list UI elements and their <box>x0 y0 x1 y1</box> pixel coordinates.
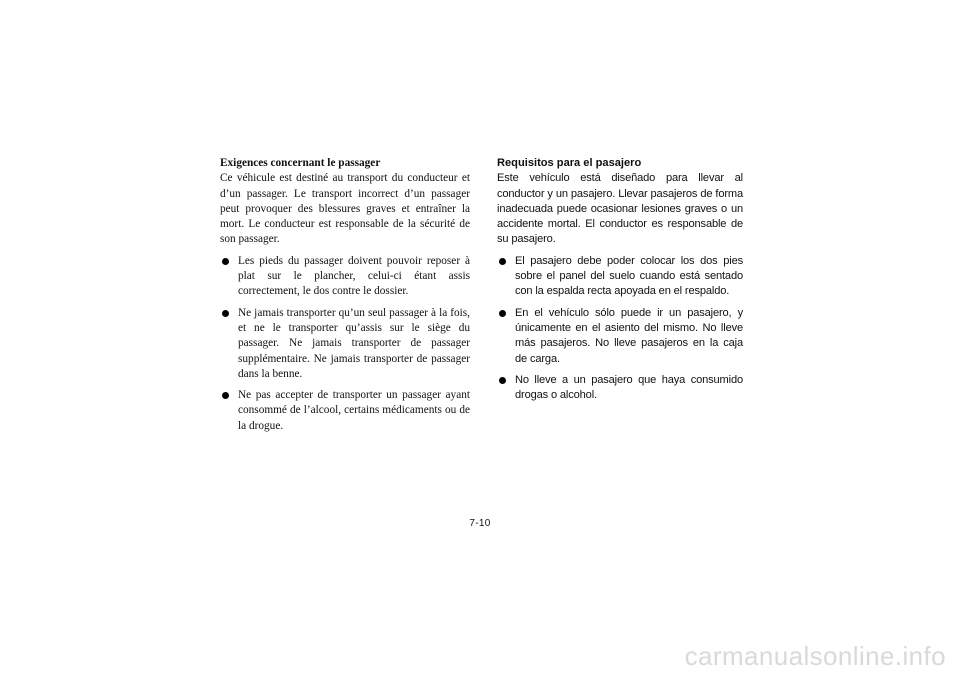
french-bullet-list <box>220 254 470 434</box>
list-item <box>220 254 470 300</box>
french-heading: Exigences concernant le passager <box>220 157 381 169</box>
bullet-icon <box>499 310 506 317</box>
bullet-text: Les pieds du passager doivent pouvoir reposer à plat sur le plancher, celui-ci étant assis correctement, le dos contre le dossier. <box>238 254 470 298</box>
bullet-icon <box>499 377 506 384</box>
list-item <box>497 373 743 404</box>
bullet-icon <box>499 258 506 265</box>
bullet-text: Ne pas accepter de transporter un passager ayant consommé de l’alcool, certains médicaments ou de la drogue. <box>238 389 470 432</box>
spanish-column <box>497 156 743 403</box>
list-item <box>220 388 470 434</box>
bullet-icon <box>222 392 229 399</box>
bullet-text: El pasajero debe poder colocar los dos pies sobre el panel del suelo cuando está sentado con la espalda recta apoyada en el respaldo. <box>515 254 743 298</box>
french-paragraph: Ce véhicule est destiné au transport du conducteur et d’un passager. Le transport incorrect d’un passager peut provoquer des blessures graves et entraîner la mort. Le conducteur est responsable de la sécurité de son passager. <box>220 172 470 246</box>
list-item <box>497 306 743 367</box>
bullet-text: En el vehículo sólo puede ir un pasajero, y únicamente en el asiento del mismo. No lleve más pasajeros. No lleve pasajeros en la caja de carga. <box>515 306 743 365</box>
list-item <box>220 306 470 382</box>
bullet-icon <box>222 310 229 317</box>
french-column <box>220 156 470 434</box>
page-number: 7-10 <box>469 518 491 529</box>
bullet-text: No lleve a un pasajero que haya consumido drogas o alcohol. <box>515 373 743 402</box>
bullet-text: Ne jamais transporter qu’un seul passager à la fois, et ne le transporter qu’assis sur le siège du passager. Ne jamais transporter de passager supplémentaire. Ne jamais transporter de passager dans la benne. <box>238 306 470 380</box>
spanish-paragraph: Este vehículo está diseñado para llevar al conductor y un pasajero. Llevar pasajeros de forma inadecuada puede ocasionar lesiones graves o un accidente mortal. El conductor es responsable de su pasajero. <box>497 172 743 246</box>
bullet-icon <box>222 258 229 265</box>
watermark: carmanualsonline.info <box>684 641 946 671</box>
spanish-heading: Requisitos para el pasajero <box>497 157 642 169</box>
spanish-bullet-list <box>497 254 743 404</box>
list-item <box>497 254 743 300</box>
